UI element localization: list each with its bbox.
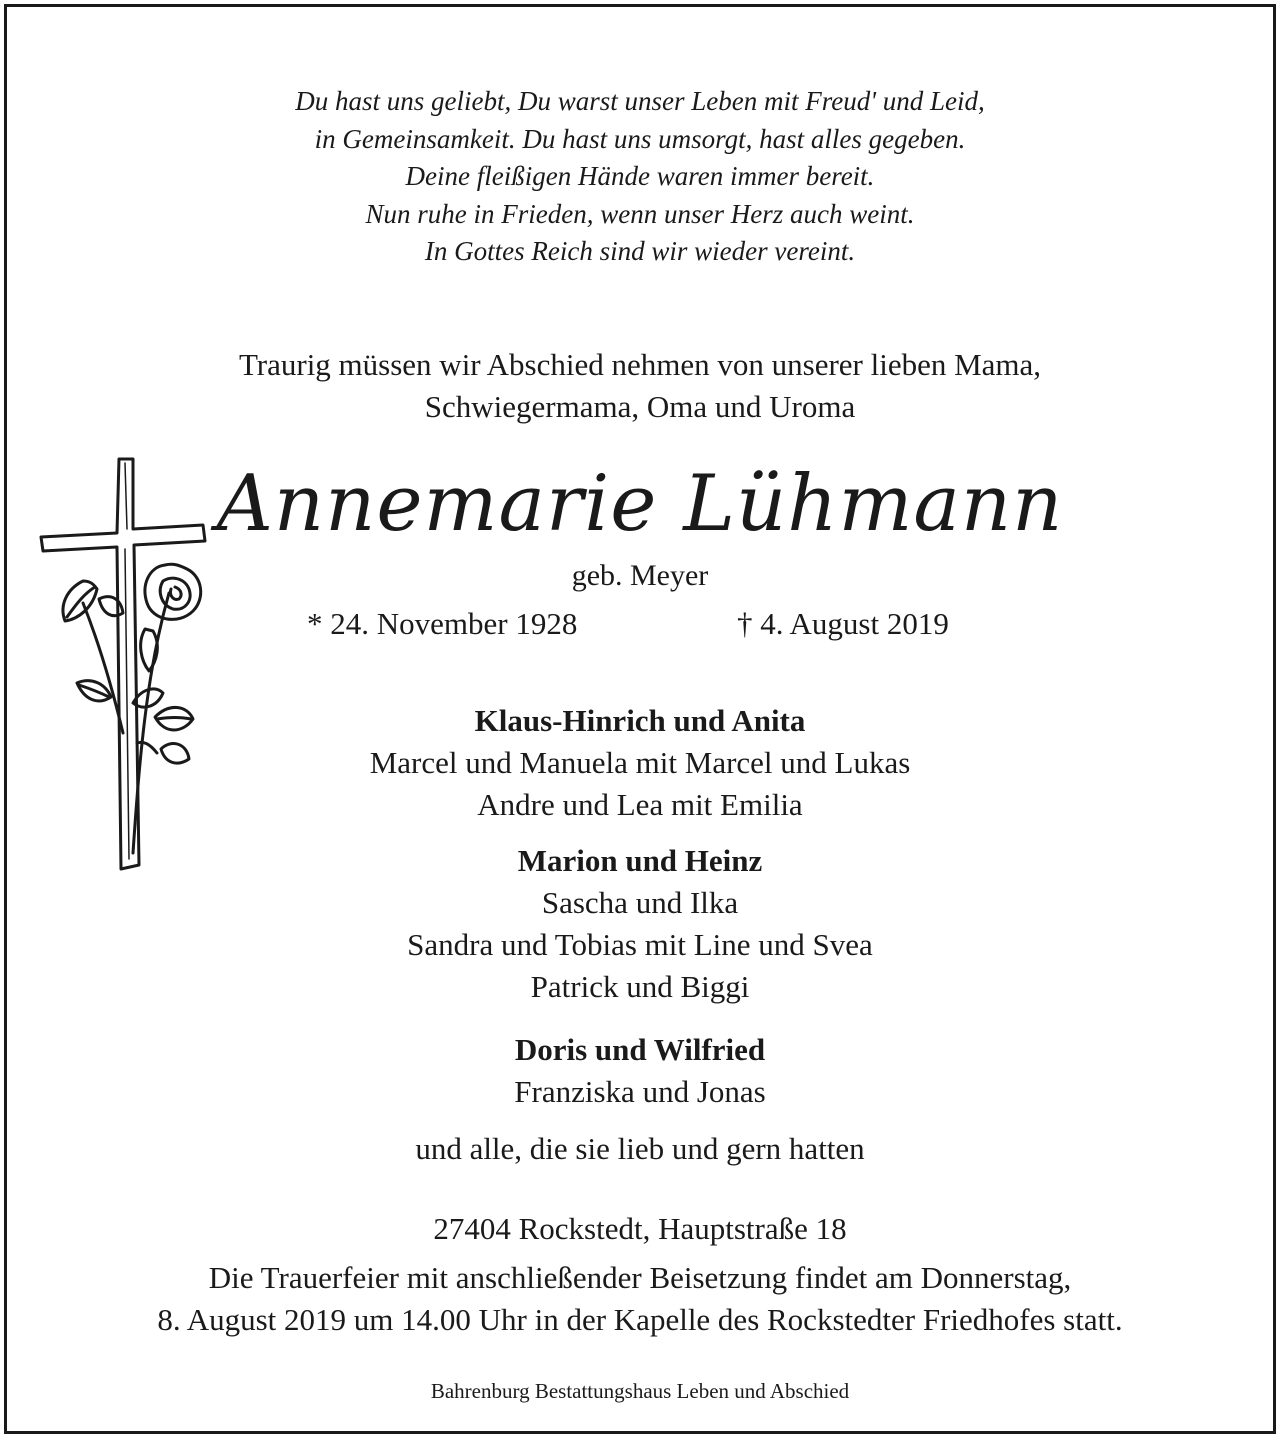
others-line: und alle, die sie lieb und gern hatten: [415, 1131, 865, 1166]
family-member: Franziska und Jonas: [514, 1074, 766, 1109]
service-line: 8. August 2019 um 14.00 Uhr in der Kapelle des Rockstedter Friedhofes statt.: [157, 1302, 1123, 1337]
deceased-name: Annemarie Lühmann: [216, 459, 1064, 549]
family-member: Sandra und Tobias mit Line und Svea: [407, 927, 873, 962]
address: 27404 Rockstedt, Hauptstraße 18: [433, 1211, 847, 1246]
undertaker: Bahrenburg Bestattungshaus Leben und Abschied: [430, 1379, 850, 1403]
family-group: [7, 1029, 1273, 1113]
intro-line: Traurig müssen wir Abschied nehmen von unserer lieben Mama,: [238, 347, 1042, 382]
family-head: Klaus-Hinrich und Anita: [474, 703, 806, 738]
family-head: Marion und Heinz: [517, 843, 763, 878]
poem-line: Nun ruhe in Frieden, wenn unser Herz auch weint.: [365, 198, 915, 229]
obituary-notice: [4, 4, 1276, 1434]
family-member: Sascha und Ilka: [541, 885, 739, 920]
birth-date: * 24. November 1928: [307, 606, 578, 641]
poem-line: Du hast uns geliebt, Du warst unser Leben mit Freud' und Leid,: [295, 86, 985, 116]
family-group: [7, 840, 1273, 1008]
family-group: [7, 700, 1273, 826]
maiden-name: geb. Meyer: [571, 559, 709, 592]
family-head: Doris und Wilfried: [514, 1032, 766, 1067]
service-line: Die Trauerfeier mit anschließender Beisetzung findet am Donnerstag,: [208, 1260, 1072, 1295]
family-member: Marcel und Manuela mit Marcel und Lukas: [369, 745, 911, 780]
poem-line: Deine fleißigen Hände waren immer bereit.: [405, 161, 875, 191]
family-member: Patrick und Biggi: [530, 969, 750, 1004]
intro-text: [7, 344, 1273, 428]
poem-line: In Gottes Reich sind wir wieder vereint.: [424, 236, 856, 266]
poem: [7, 83, 1273, 271]
poem-line: in Gemeinsamkeit. Du hast uns umsorgt, hast alles gegeben.: [314, 123, 966, 154]
intro-line: Schwiegermama, Oma und Uroma: [424, 389, 856, 424]
service-info: [7, 1257, 1273, 1341]
death-date: † 4. August 2019: [737, 606, 949, 641]
family-member: Andre und Lea mit Emilia: [477, 787, 803, 822]
